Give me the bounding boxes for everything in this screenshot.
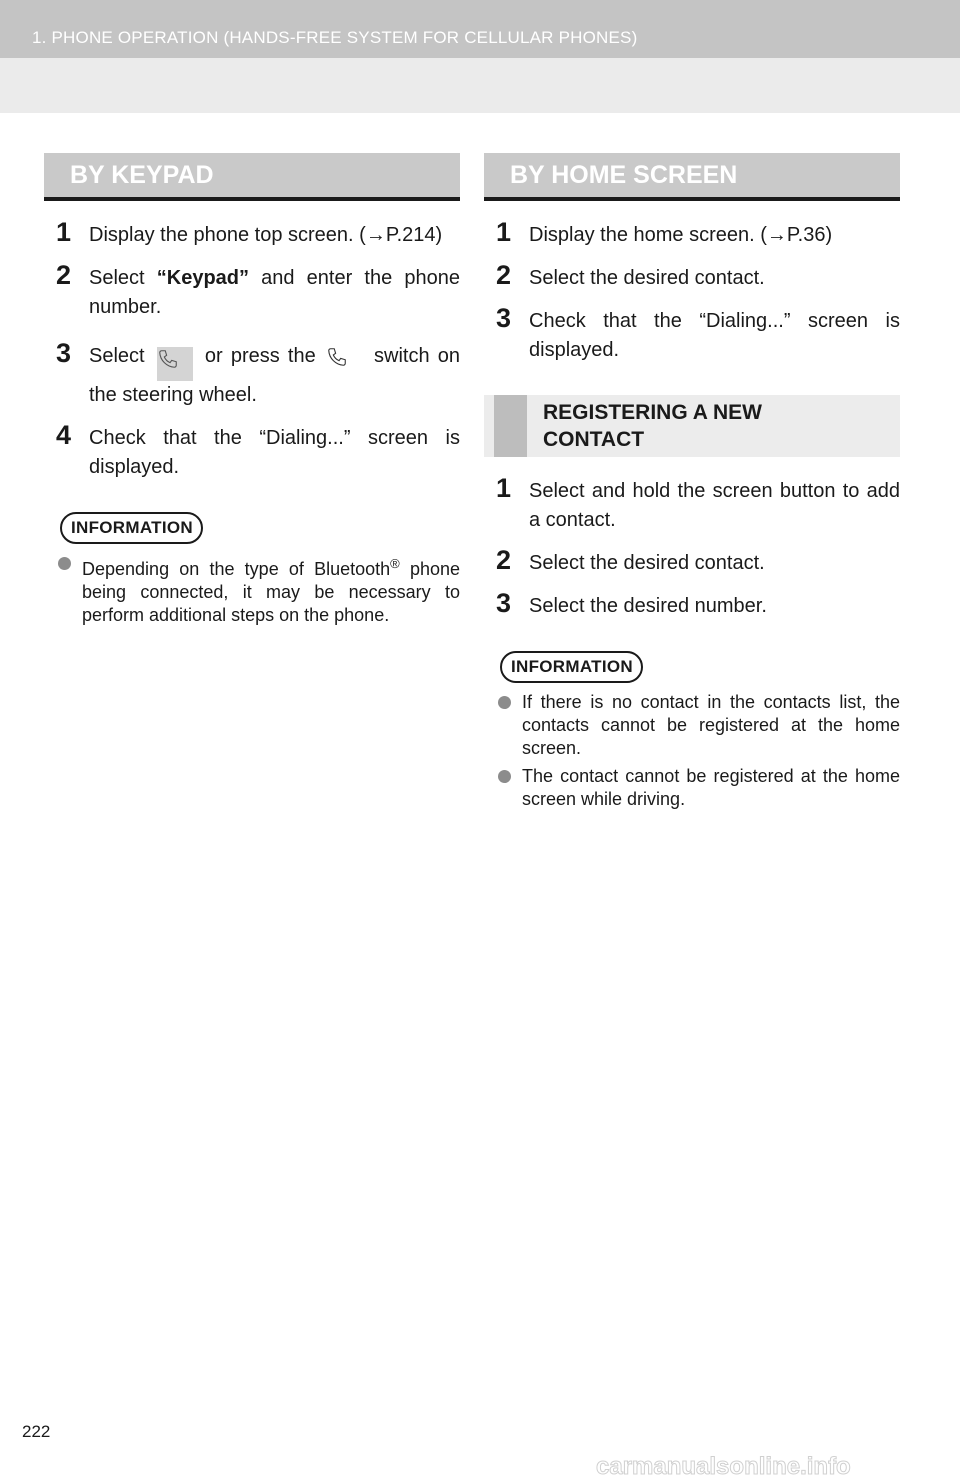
- step-text: Select and hold the screen button to add a contact.: [529, 480, 900, 531]
- subsection-bar: [494, 395, 527, 457]
- step-text-pre: Select: [89, 267, 157, 289]
- step-3: [44, 338, 460, 410]
- section-title-by-home-screen: BY HOME SCREEN: [484, 153, 900, 201]
- phone-switch-icon: [326, 346, 364, 376]
- step-number: 2: [496, 260, 512, 290]
- step-number: 1: [496, 473, 512, 503]
- step-1: [44, 217, 460, 250]
- step-text-c: switch on the steering wheel.: [89, 345, 460, 406]
- left-column: [44, 153, 460, 627]
- step-text-post: and enter the phone number.: [89, 267, 460, 318]
- step-number: 2: [496, 545, 512, 575]
- sub-step-2: [484, 545, 900, 578]
- subsection-title: REGISTERING A NEW CONTACT: [543, 401, 762, 451]
- step-text: Check that the “Dialing...” screen is displayed.: [529, 310, 900, 361]
- step-text-a: Select: [89, 345, 153, 367]
- step-text: Display the phone top screen. (→P.214): [89, 224, 443, 246]
- keypad-label: “Keypad”: [156, 267, 249, 289]
- bullet-text: The contact cannot be registered at the home screen while driving.: [522, 766, 900, 809]
- registered-mark: ®: [390, 556, 400, 571]
- step-number: 2: [56, 260, 72, 290]
- step-text: Select the desired contact.: [529, 267, 765, 289]
- sub-step-1: [484, 473, 900, 535]
- bullet-text: Depending on the type of Bluetooth: [82, 559, 391, 579]
- bullet-text-rest: phone being connected, it may be necessary to perform additional steps on the phone.: [82, 559, 460, 625]
- page-header-title: 1. PHONE OPERATION (HANDS-FREE SYSTEM FOR CELLULAR PHONES): [32, 28, 638, 47]
- step-number: 1: [56, 217, 72, 247]
- info-bullet: [484, 691, 900, 760]
- step-number: 3: [496, 303, 512, 333]
- bullet-text: If there is no contact in the contacts list, the contacts cannot be registered at the home screen.: [522, 692, 900, 758]
- step-text: Select the desired contact.: [529, 552, 765, 574]
- bullet-dot-icon: [498, 696, 511, 709]
- step-3: [484, 303, 900, 365]
- step-number: 1: [496, 217, 512, 247]
- information-box: [484, 651, 900, 683]
- step-text: Select the desired number.: [529, 595, 767, 617]
- step-1: [484, 217, 900, 250]
- subsection-header: [484, 395, 900, 457]
- step-number: 3: [56, 338, 72, 368]
- bullet-dot-icon: [498, 770, 511, 783]
- step-number: 4: [56, 420, 72, 450]
- info-bullet: [484, 765, 900, 811]
- information-label: INFORMATION: [500, 651, 643, 683]
- step-text-b: or press the: [196, 345, 324, 367]
- right-column: [484, 153, 900, 811]
- information-box: [44, 512, 460, 544]
- info-bullet: [44, 552, 460, 627]
- step-2: [484, 260, 900, 293]
- bullet-dot-icon: [58, 557, 71, 570]
- step-2: [44, 260, 460, 322]
- information-label: INFORMATION: [60, 512, 203, 544]
- step-text: Display the home screen. (→P.36): [529, 224, 833, 246]
- sub-step-3: [484, 588, 900, 621]
- section-title-by-keypad: BY KEYPAD: [44, 153, 460, 201]
- watermark-text: carmanualsonline.info: [596, 1453, 851, 1480]
- watermark-logo: [596, 1452, 936, 1480]
- page-number: 222: [22, 1422, 51, 1441]
- phone-button-icon: [157, 347, 193, 381]
- step-4: [44, 420, 460, 482]
- step-number: 3: [496, 588, 512, 618]
- step-text: Check that the “Dialing...” screen is displayed.: [89, 427, 460, 478]
